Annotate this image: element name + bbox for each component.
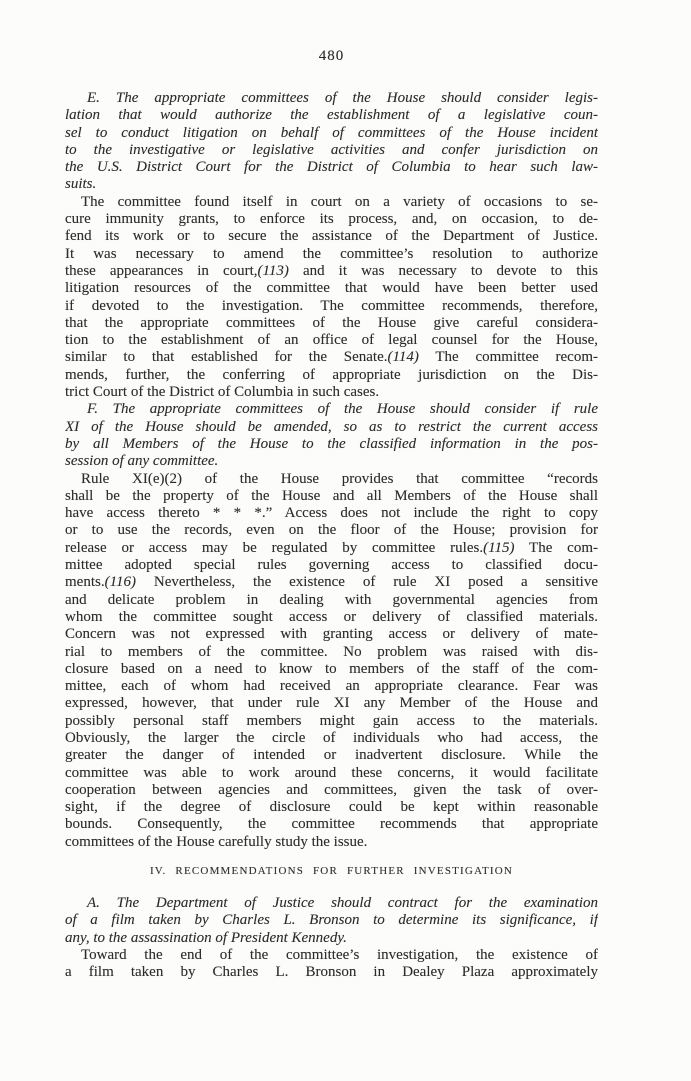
page-content — [65, 48, 598, 982]
text-line: sel to conduct litigation on behalf of committees of the House incident — [65, 124, 598, 141]
text-line: committees of the House carefully study the issue. — [65, 833, 368, 850]
text-line: A. The Department of Justice should contract for the examination — [87, 895, 598, 912]
paragraph — [65, 194, 598, 402]
text-line: lation that would authorize the establishment of a legislative coun- — [65, 107, 598, 124]
footnote-ref: (115) — [483, 539, 515, 556]
text-line: It was necessary to amend the committee’s resolution to authorize — [65, 245, 598, 262]
text-line: F. The appropriate committees of the House should consider if rule — [87, 401, 598, 418]
text-line: mittee adopted special rules governing access to classified docu- — [65, 557, 598, 574]
text-line: Obviously, the larger the circle of individuals who had access, the — [65, 729, 598, 746]
text-line: sight, if the degree of disclosure could be kept within reasonable — [65, 799, 598, 816]
text-line: The committee found itself in court on a variety of occasions to se- — [81, 193, 598, 210]
paragraph — [65, 471, 598, 852]
page-number: 480 — [318, 48, 345, 64]
text-line: and delicate problem in dealing with governmental agencies from — [65, 591, 598, 608]
text-line: by all Members of the House to the classified information in the pos- — [65, 435, 598, 452]
text-line: have access thereto * * *.” Access does not include the right to copy — [65, 505, 598, 522]
text-line: bounds. Consequently, the committee recommends that appropriate — [65, 816, 598, 833]
text-line: or to use the records, even on the floor of the House; provision for — [65, 522, 598, 539]
text-line: mittee, each of whom had received an appropriate clearance. Fear was — [65, 678, 598, 695]
paragraph — [65, 895, 598, 947]
text-line: release or access may be regulated by committee rules.(115) The com- — [65, 539, 598, 556]
page-body — [65, 90, 598, 982]
text-line: any, to the assassination of President Kennedy. — [65, 929, 347, 946]
text-line: to the investigative or legislative activities and confer jurisdiction on — [65, 141, 598, 158]
text-line: E. The appropriate committees of the House should consider legis- — [87, 90, 598, 106]
paragraph — [65, 947, 598, 982]
text-line: ments.(116) Nevertheless, the existence of rule XI posed a sensitive — [65, 574, 598, 591]
paragraph — [65, 90, 598, 194]
text-line: committee was able to work around these concerns, it would facilitate — [65, 764, 598, 781]
text-line: closure based on a need to know to members of the staff of the com- — [65, 660, 598, 677]
text-line: litigation resources of the committee that would have been better used — [65, 280, 598, 297]
text-line: Concern was not expressed with granting access or delivery of mate- — [65, 626, 598, 643]
text-line: expressed, however, that under rule XI any Member of the House and — [65, 695, 598, 712]
footnote-ref: (114) — [387, 349, 419, 366]
text-line: if devoted to the investigation. The committee recommends, therefore, — [65, 297, 598, 314]
text-line: Toward the end of the committee’s investigation, the existence of — [81, 946, 598, 963]
paragraph — [65, 401, 598, 470]
text-line: the U.S. District Court for the District of Columbia to hear such law- — [65, 159, 598, 176]
text-line: rial to members of the committee. No problem was raised with dis- — [65, 643, 598, 660]
text-line: cure immunity grants, to enforce its process, and, on occasion, to de- — [65, 211, 598, 228]
text-line: XI of the House should be amended, so as to restrict the current access — [65, 418, 598, 435]
text-line: suits. — [65, 176, 97, 193]
text-line: session of any committee. — [65, 453, 219, 470]
footnote-ref: (113) — [257, 262, 289, 279]
text-line: greater the danger of intended or inadvertent disclosure. While the — [65, 747, 598, 764]
section-heading: IV. RECOMMENDATIONS FOR FURTHER INVESTIGATION — [149, 865, 514, 878]
text-line: that the appropriate committees of the House give careful considera- — [65, 314, 598, 331]
text-line: of a film taken by Charles L. Bronson to determine its significance, if — [65, 912, 598, 929]
text-line: cooperation between agencies and committees, given the task of over- — [65, 781, 598, 798]
footnote-ref: (116) — [104, 574, 136, 591]
text-line: possibly personal staff members might gain access to the materials. — [65, 712, 598, 729]
text-line: whom the committee sought access or delivery of classified materials. — [65, 608, 598, 625]
text-line: shall be the property of the House and all Members of the House shall — [65, 487, 598, 504]
text-line: these appearances in court,(113) and it was necessary to devote to this — [65, 262, 598, 279]
text-line: Rule XI(e)(2) of the House provides that committee “records — [81, 470, 598, 487]
text-line: fend its work or to secure the assistance of the Department of Justice. — [65, 228, 598, 245]
text-line: tion to the establishment of an office of legal counsel for the House, — [65, 332, 598, 349]
text-line: trict Court of the District of Columbia in such cases. — [65, 384, 380, 401]
text-line: mends, further, the conferring of appropriate jurisdiction on the Dis- — [65, 366, 598, 383]
text-line: similar to that established for the Senate.(114) The committee recom- — [65, 349, 598, 366]
text-line: a film taken by Charles L. Bronson in Dealey Plaza approximately — [65, 964, 598, 981]
